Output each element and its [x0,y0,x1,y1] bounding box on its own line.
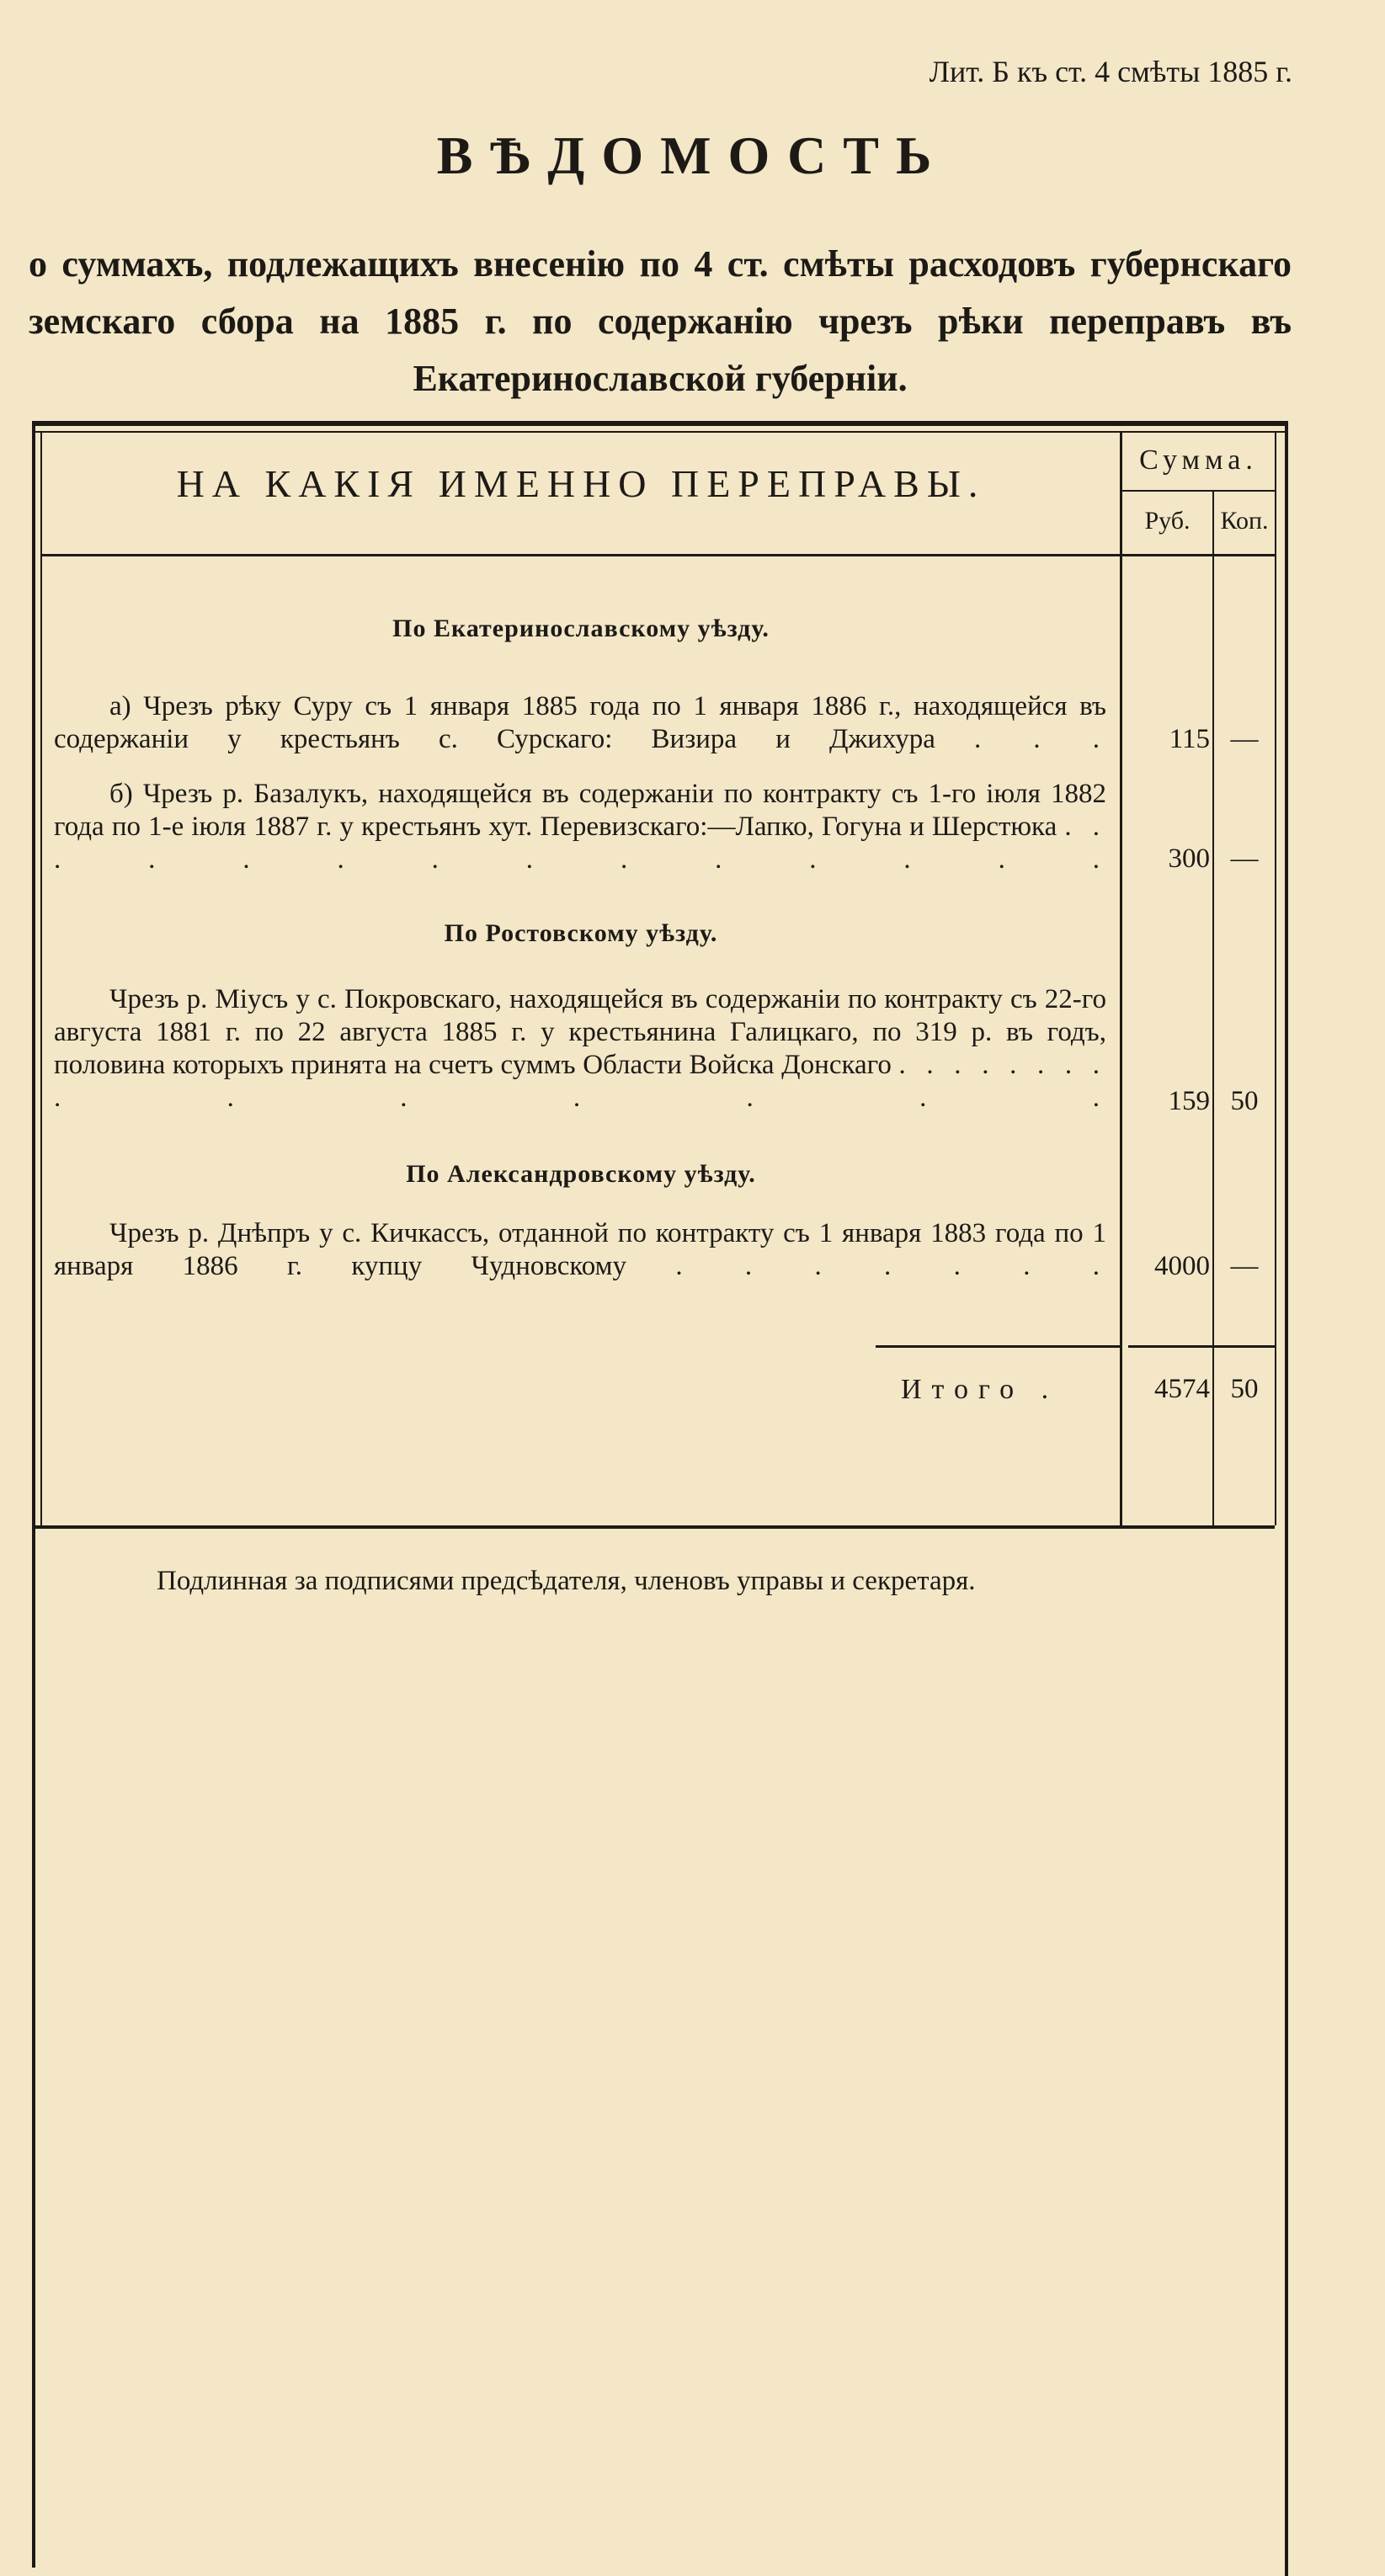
total-rule-left [876,1345,1120,1348]
entry-sura-rub: 115 [1169,724,1210,754]
column-header-summa: Сумма. [1139,444,1258,476]
entry-dnepr-kop: — [1230,1251,1259,1281]
total-label: Итого . [901,1374,1059,1405]
total-rule-right [1128,1345,1275,1348]
header-bottom-rule [40,554,1275,556]
column-header-kop: Коп. [1220,507,1269,535]
total-kop: 50 [1230,1374,1259,1404]
entry-leader: . . . [974,724,1107,754]
section-title-ekaterinoslav: По Екатеринославскому уѣзду. [392,615,770,642]
document-subtitle: о суммахъ, подлежащихъ внесенію по 4 ст. смѣты расходовъ губернскаго земскаго сбора на 1885 г. по содержанію чрезъ рѣки переправъ въ Екатеринославской губерніи. [29,243,1292,399]
entry-sura [54,690,1106,756]
frame-right-rule [1285,421,1288,2576]
entry-text: а) Чрезъ рѣку Суру съ 1 января 1885 года по 1 января 1886 г., находящейся въ содержаніи у крестьянъ с. Сурскаго: Визира и Джихура [54,691,1106,754]
entry-bazaluk [54,778,1106,876]
entry-dnepr [54,1217,1106,1283]
entry-leader: . . . . . . . . . . . . . . [54,812,1107,875]
column-header-crossings: НА КАКІЯ ИМЕННО ПЕРЕПРАВЫ. [176,462,986,505]
table-bottom-rule [35,1525,1275,1529]
frame-left-inner-rule [40,431,42,1525]
entry-sura-kop: — [1230,724,1259,754]
entry-mius [54,983,1106,1115]
frame-top-rule [32,421,1288,426]
frame-top-inner-rule [32,431,1288,433]
entry-leader: . . . . . . . [675,1251,1107,1281]
total-rub: 4574 [1154,1374,1210,1404]
entry-dnepr-rub: 4000 [1154,1251,1210,1281]
entry-bazaluk-kop: — [1230,844,1259,874]
section-title-rostov: По Ростовскому уѣзду. [444,919,718,947]
entry-bazaluk-rub: 300 [1168,844,1210,874]
frame-left-rule [32,421,35,2568]
frame-right-inner-rule [1275,431,1276,1525]
entry-mius-rub: 159 [1168,1086,1210,1116]
column-divider-kop [1212,490,1214,1525]
entry-text: б) Чрезъ р. Базалукъ, находящейся въ содержаніи по контракту съ 1-го іюля 1882 года по 1-е іюля 1887 г. у крестьянъ хут. Перевизскаго:—Лапко, Гогуна и Шерстюка [54,779,1106,842]
entry-text: Чрезъ р. Днѣпръ у с. Кичкассъ, отданной по контракту съ 1 января 1883 года по 1 января 1886 г. купцу Чудновскому [54,1218,1106,1281]
summa-header-rule [1122,490,1275,492]
entry-text: Чрезъ р. Міусъ у с. Покровскаго, находящейся въ содержаніи по контракту съ 22-го августа 1881 г. по 22 августа 1885 г. у крестьянина Галицкаго, по 319 р. въ годъ, половина которыхъ принята на счетъ суммъ Области Войска Донскаго [54,984,1106,1080]
entry-leader: . . . . . . . . . . . . . . . [54,1050,1106,1113]
column-header-rub: Руб. [1144,507,1191,535]
literal-reference: Лит. Б къ ст. 4 смѣты 1885 г. [929,55,1292,88]
column-divider-sum [1120,431,1122,1525]
entry-mius-kop: 50 [1230,1086,1259,1116]
section-title-aleksandrovsk: По Александровскому уѣзду. [406,1160,756,1188]
footer-note: Подлинная за подписями предсѣдателя, членовъ управы и секретаря. [157,1566,976,1596]
document-title: ВѢДОМОСТЬ [436,125,949,185]
